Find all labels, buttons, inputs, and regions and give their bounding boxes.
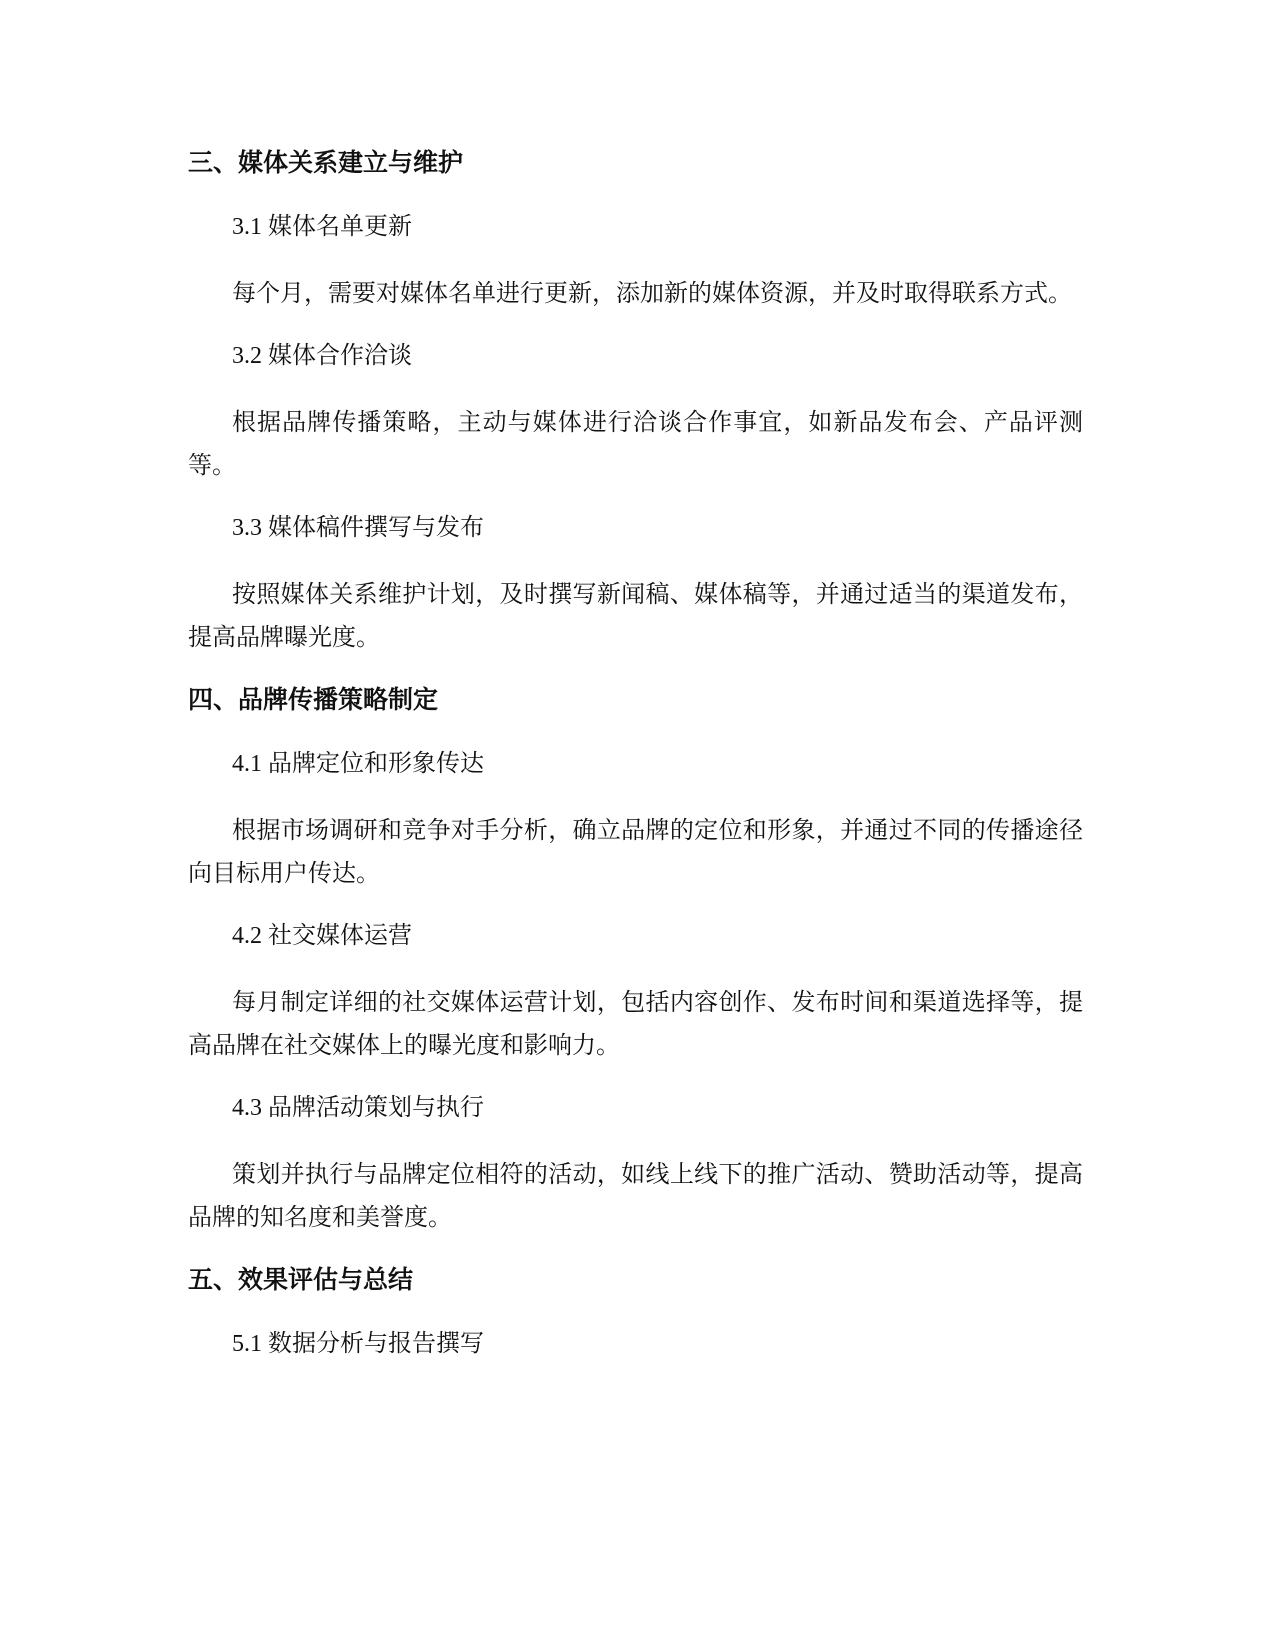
section-heading-5: 五、效果评估与总结 xyxy=(188,1265,414,1294)
paragraph-4-1: 根据市场调研和竞争对手分析，确立品牌的定位和形象，并通过不同的传播途径向目标用户传达。 xyxy=(188,818,1083,887)
subheading-4-1: 4.1 品牌定位和形象传达 xyxy=(232,751,484,777)
document-body xyxy=(188,145,1083,1390)
paragraph-4-2: 每月制定详细的社交媒体运营计划，包括内容创作、发布时间和渠道选择等，提高品牌在社交媒体上的曝光度和影响力。 xyxy=(188,990,1083,1059)
paragraph-3-2: 根据品牌传播策略，主动与媒体进行洽谈合作事宜，如新品发布会、产品评测等。 xyxy=(188,410,1083,479)
section-heading-4: 四、品牌传播策略制定 xyxy=(188,685,439,714)
paragraph-3-3: 按照媒体关系维护计划，及时撰写新闻稿、媒体稿等，并通过适当的渠道发布，提高品牌曝光度。 xyxy=(188,582,1083,651)
subheading-4-3: 4.3 品牌活动策划与执行 xyxy=(232,1095,484,1121)
subheading-3-3: 3.3 媒体稿件撰写与发布 xyxy=(232,515,484,541)
section-heading-3: 三、媒体关系建立与维护 xyxy=(188,148,464,177)
subheading-4-2: 4.2 社交媒体运营 xyxy=(232,923,412,949)
paragraph-4-3: 策划并执行与品牌定位相符的活动，如线上线下的推广活动、赞助活动等，提高品牌的知名度和美誉度。 xyxy=(188,1162,1083,1231)
subheading-5-1: 5.1 数据分析与报告撰写 xyxy=(232,1331,484,1357)
paragraph-3-1: 每个月，需要对媒体名单进行更新，添加新的媒体资源，并及时取得联系方式。 xyxy=(232,281,1072,307)
subheading-3-2: 3.2 媒体合作洽谈 xyxy=(232,343,412,369)
subheading-3-1: 3.1 媒体名单更新 xyxy=(232,214,412,240)
